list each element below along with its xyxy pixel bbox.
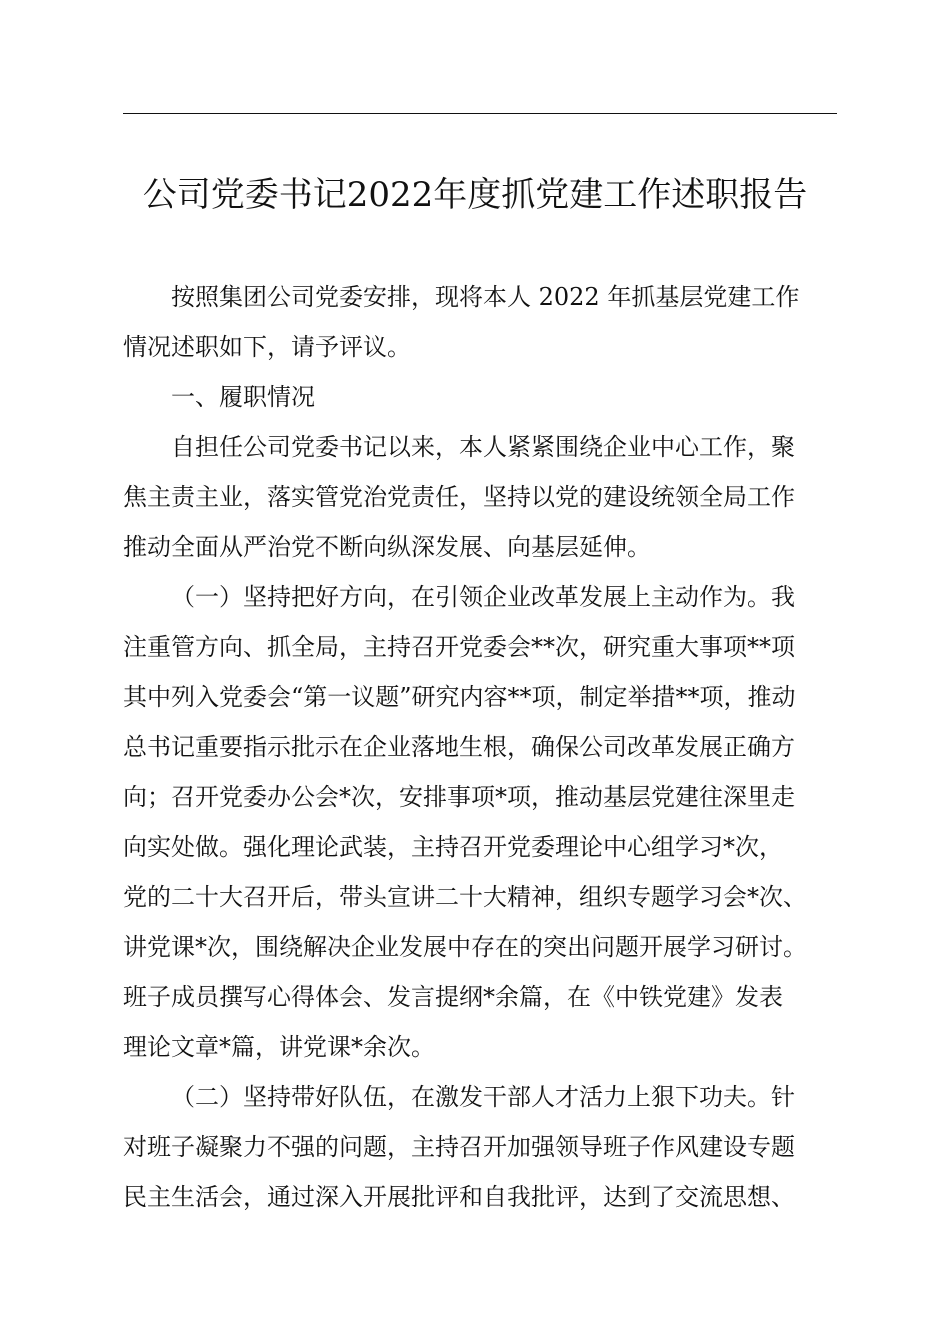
text-line: 注重管方向、抓全局，主持召开党委会**次，研究重大事项**项 [123,633,795,661]
text-line: 向；召开党委办公会*次，安排事项*项，推动基层党建往深里走 [123,783,795,811]
text-line: 讲党课*次，围绕解决企业发展中存在的突出问题开展学习研讨。 [123,933,807,961]
text-line: 一、履职情况 [171,383,315,411]
subsection-2 [123,1072,837,1222]
section-1-intro [123,422,837,572]
text-line: 党的二十大召开后，带头宣讲二十大精神，组织专题学习会*次、 [123,883,807,911]
header-rule [123,113,837,114]
text-line: （一）坚持把好方向，在引领企业改革发展上主动作为。我 [171,583,795,611]
section-heading-1 [123,372,837,422]
text-line: 按照集团公司党委安排，现将本人 2022 年抓基层党建工作 [171,283,800,311]
document-body [123,272,837,1222]
intro-paragraph [123,272,837,372]
text-line: 对班子凝聚力不强的问题，主持召开加强领导班子作风建设专题 [123,1133,795,1161]
subsection-1 [123,572,837,1072]
text-line: 自担任公司党委书记以来，本人紧紧围绕企业中心工作，聚 [171,433,795,461]
text-line: 理论文章*篇，讲党课*余次。 [123,1033,435,1061]
text-line: 推动全面从严治党不断向纵深发展、向基层延伸。 [123,533,651,561]
document-title: 公司党委书记2022年度抓党建工作述职报告 [142,175,808,215]
text-line: 焦主责主业，落实管党治党责任，坚持以党的建设统领全局工作 [123,483,795,511]
text-line: 向实处做。强化理论武装，主持召开党委理论中心组学习*次， [123,833,783,861]
text-line: 班子成员撰写心得体会、发言提纲*余篇，在《中铁党建》发表 [123,983,783,1011]
text-line: 情况述职如下，请予评议。 [123,333,411,361]
text-line: 民主生活会，通过深入开展批评和自我批评，达到了交流思想、 [123,1183,795,1211]
text-line: 总书记重要指示批示在企业落地生根，确保公司改革发展正确方 [123,733,795,761]
text-line: （二）坚持带好队伍，在激发干部人才活力上狠下功夫。针 [171,1083,795,1111]
text-line: 其中列入党委会“第一议题”研究内容**项，制定举措**项，推动 [123,683,796,711]
